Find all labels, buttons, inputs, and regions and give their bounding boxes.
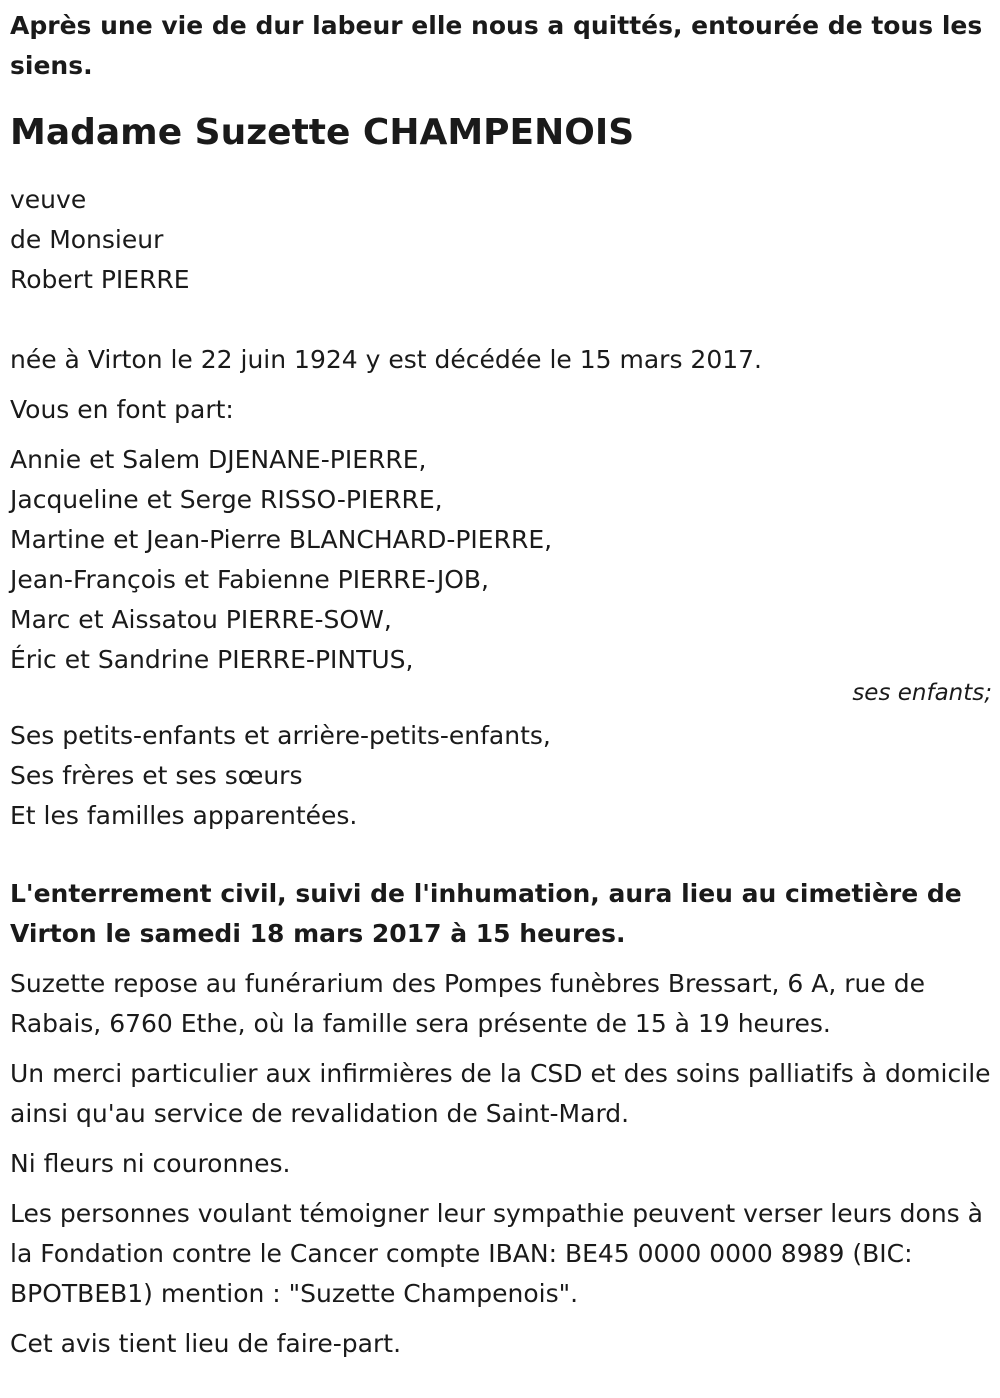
relatives-line: Et les familles apparentées. <box>10 801 358 830</box>
relatives-line: Ses frères et ses sœurs <box>10 761 303 790</box>
obituary-notice <box>10 0 992 1364</box>
children-list <box>10 430 992 680</box>
funeral-details: L'enterrement civil, suivi de l'inhumation, aura lieu au cimetière de Virton le samedi 18 mars 2017 à 15 heures. <box>10 879 962 948</box>
widow-of-block <box>10 168 992 300</box>
announcement-text: Vous en font part: <box>10 395 234 424</box>
relatives-line: Ses petits-enfants et arrière-petits-enfants, <box>10 721 551 750</box>
intro-text: Après une vie de dur labeur elle nous a quittés, entourée de tous les siens. <box>10 11 983 80</box>
no-flowers-text: Ni fleurs ni couronnes. <box>10 1149 291 1178</box>
children-role-label: ses enfants; <box>852 680 992 706</box>
child-couple: Jean-François et Fabienne PIERRE-JOB, <box>10 565 489 594</box>
birth-death-text: née à Virton le 22 juin 1924 y est décédée le 15 mars 2017. <box>10 345 762 374</box>
donations-text: Les personnes voulant témoigner leur sympathie peuvent verser leurs dons à la Fondation contre le Cancer compte IBAN: BE45 0000 0000 8989 (BIC: BPOTBEB1) mention : "Suzette Champenois". <box>10 1199 983 1308</box>
child-couple: Martine et Jean-Pierre BLANCHARD-PIERRE, <box>10 525 553 554</box>
widow-line: de Monsieur <box>10 225 164 254</box>
spouse-name: Robert PIERRE <box>10 265 190 294</box>
child-couple: Jacqueline et Serge RISSO-PIERRE, <box>10 485 443 514</box>
child-couple: Annie et Salem DJENANE-PIERRE, <box>10 445 427 474</box>
child-couple: Éric et Sandrine PIERRE-PINTUS, <box>10 645 414 674</box>
deceased-name: Madame Suzette CHAMPENOIS <box>10 112 635 153</box>
child-couple: Marc et Aissatou PIERRE-SOW, <box>10 605 392 634</box>
thanks-text: Un merci particulier aux infirmières de la CSD et des soins palliatifs à domicile ainsi qu'au service de revalidation de Saint-Mard. <box>10 1059 991 1128</box>
other-relatives <box>10 706 992 836</box>
funerarium-info: Suzette repose au funérarium des Pompes funèbres Bressart, 6 A, rue de Rabais, 6760 Ethe, où la famille sera présente de 15 à 19 heures. <box>10 969 925 1038</box>
widow-line: veuve <box>10 185 87 214</box>
closing-text: Cet avis tient lieu de faire-part. <box>10 1329 402 1358</box>
